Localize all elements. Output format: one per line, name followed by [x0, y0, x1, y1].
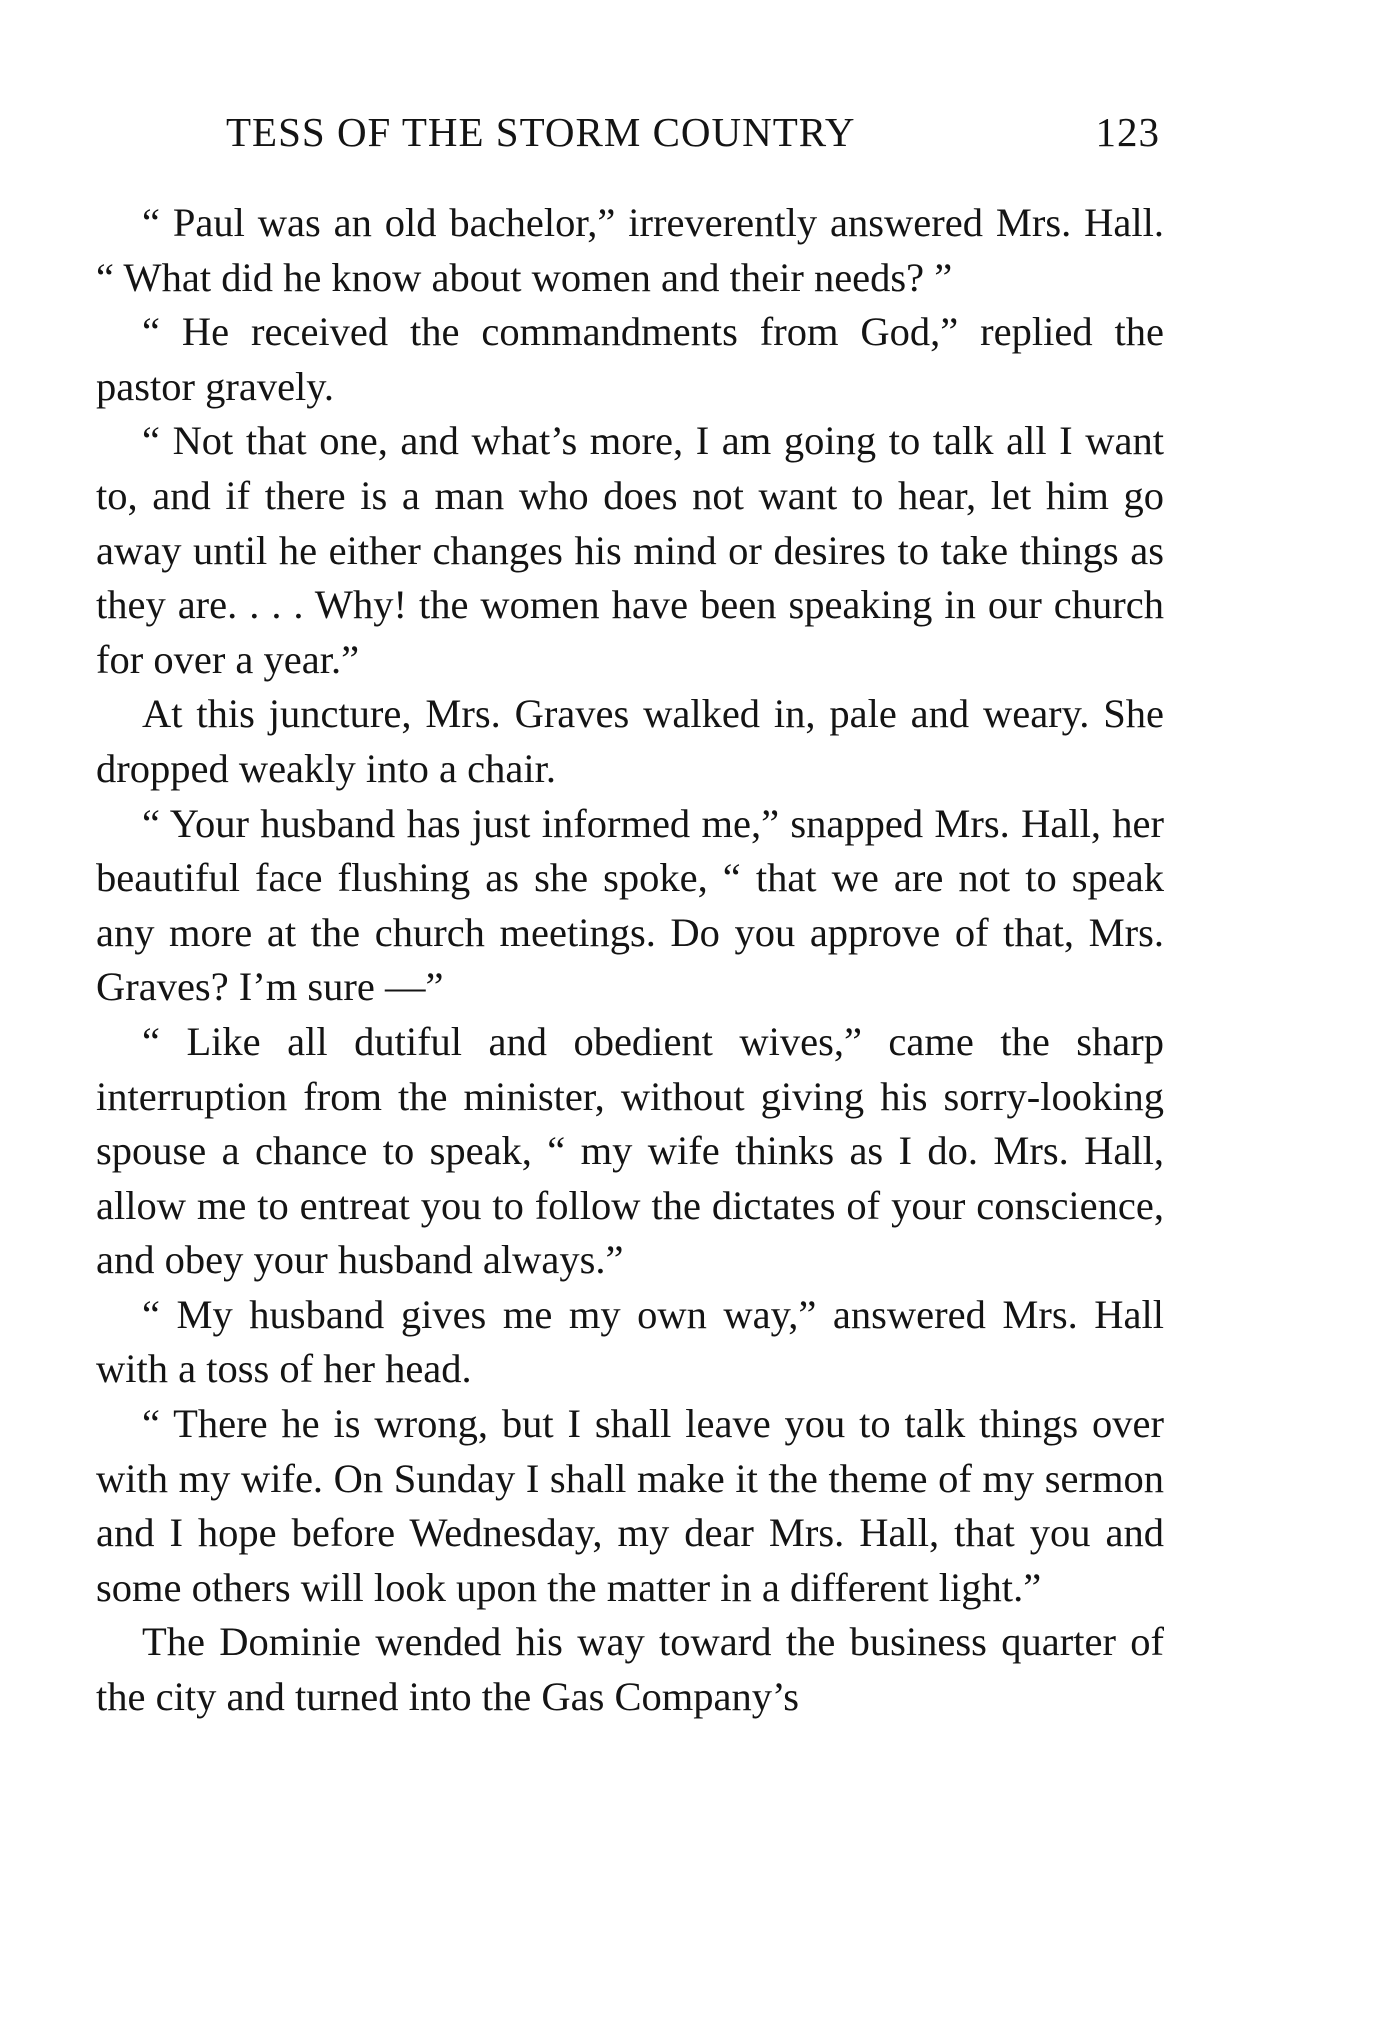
paragraph-6: “ Like all dutiful and obedient wives,” came the sharp interruption from the minister, without giving his sorry-looking spouse a chance to speak, “ my wife thinks as I do. Mrs. Hall, allow me to entreat you to follow the dictates of your conscience, and obey your husband always.” [96, 1018, 1164, 1283]
paragraph-8: “ There he is wrong, but I shall leave you to talk things over with my wife. On Sunday I shall make it the theme of my sermon and I hope before Wednesday, my dear Mrs. Hall, that you and some others will look upon the matter in a different light.” [96, 1401, 1164, 1610]
page-number: 123 [1095, 109, 1160, 155]
running-title: TESS OF THE STORM COUNTRY [226, 109, 856, 155]
paragraph-5: “ Your husband has just informed me,” snapped Mrs. Hall, her beautiful face flushing as she spoke, “ that we are not to speak any more at the church meetings. Do you approve of that, Mrs. Graves? I’m sure —” [96, 800, 1164, 1010]
body-text [96, 196, 1164, 1725]
running-head [226, 102, 1160, 162]
paragraph-1: “ Paul was an old bachelor,” irreverently answered Mrs. Hall. “ What did he know about women and their needs? ” [96, 200, 1164, 300]
paragraph-3: “ Not that one, and what’s more, I am going to talk all I want to, and if there is a man who does not want to hear, let him go away until he either changes his mind or desires to take things as they are. . . . Why! the women have been speaking in our church for over a year.” [96, 418, 1164, 682]
paragraph-2: “ He received the commandments from God,” replied the pastor gravely. [96, 309, 1164, 409]
paragraph-7: “ My husband gives me my own way,” answered Mrs. Hall with a toss of her head. [96, 1291, 1164, 1392]
paragraph-9: The Dominie wended his way toward the business quarter of the city and turned into the Gas Company’s [96, 1619, 1164, 1720]
paragraph-4: At this juncture, Mrs. Graves walked in, pale and weary. She dropped weakly into a chair. [96, 691, 1164, 791]
